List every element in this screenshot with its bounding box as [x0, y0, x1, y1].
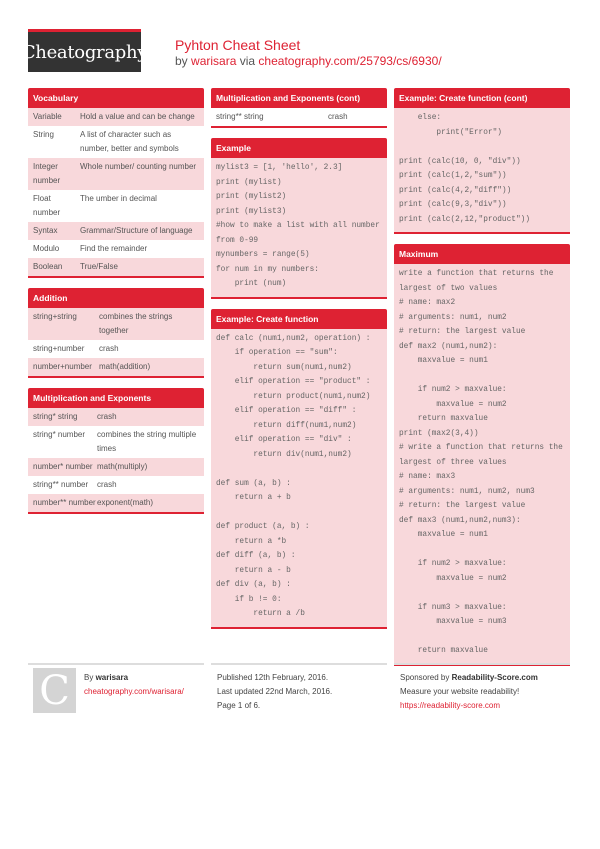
footer-divider — [28, 663, 204, 665]
table-row — [28, 426, 204, 458]
table-row — [28, 408, 204, 426]
code-line — [399, 630, 565, 645]
footer-sponsor — [400, 671, 538, 713]
row-value: A list of character such as number, better and symbols — [80, 130, 179, 153]
row-value: crash — [97, 412, 117, 421]
code-line: from 0-99 — [216, 236, 259, 245]
code-line: print (mylist3) — [216, 207, 287, 216]
code-line: def calc (num1,num2, operation) : — [216, 334, 371, 343]
column-2 — [211, 88, 387, 639]
code-line: return diff(num1,num2) — [216, 421, 357, 430]
code-line: print (calc(1,2,"sum")) — [399, 172, 507, 180]
code-line: print("Error") — [399, 128, 502, 137]
code-line — [216, 506, 382, 521]
code-line: return a /b — [216, 610, 305, 618]
column-1 — [28, 88, 204, 524]
code-line — [216, 462, 382, 477]
section-title: Example: Create function (cont) — [394, 88, 570, 108]
code-line — [399, 586, 565, 601]
code-line: # write a function that returns the — [399, 444, 563, 452]
code-line: return maxvalue — [399, 415, 488, 423]
row-key: number+number — [33, 362, 92, 371]
code-line: return div(num1,num2) — [216, 450, 352, 459]
code-line: mylist3 = [1, 'hello', 2.3] — [216, 164, 343, 172]
code-line: def max2 (num1,num2): — [399, 342, 498, 351]
code-line: def max3 (num1,num2,num3): — [399, 516, 521, 525]
row-key: number* number — [33, 462, 93, 471]
table-row — [28, 258, 204, 276]
section-title: Example: Create function — [211, 309, 387, 329]
row-value: math(addition) — [99, 362, 151, 371]
code-line: # name: max2 — [399, 299, 456, 307]
code-line: maxvalue = num2 — [399, 400, 507, 409]
code-line — [399, 369, 565, 384]
code-line: elif operation == "product" : — [216, 378, 371, 386]
code-line: # arguments: num1, num2, num3 — [399, 487, 535, 496]
table-row — [28, 190, 204, 222]
table-row — [28, 340, 204, 358]
code-line: maxvalue = num1 — [399, 531, 488, 539]
row-key: string+number — [33, 344, 85, 353]
row-key: string* number — [33, 430, 86, 439]
footer-divider — [211, 663, 387, 665]
code-line: return product(num1,num2) — [216, 392, 371, 401]
code-line: mynumbers = range(5) — [216, 251, 310, 259]
row-key: Modulo — [33, 244, 60, 253]
section-maximum — [394, 244, 570, 666]
row-key: Integer number — [33, 162, 61, 185]
code-line: largest of three values — [399, 458, 507, 467]
code-line — [399, 543, 565, 558]
code-block — [394, 108, 570, 232]
row-value: Whole number/ counting number — [80, 162, 197, 171]
row-value: combines the strings together — [99, 312, 173, 335]
section-multiplication — [28, 388, 204, 514]
author-profile-link[interactable]: cheatography.com/warisara/ — [84, 687, 184, 696]
code-line: if operation == "sum": — [216, 349, 338, 357]
code-line: return sum(num1,num2) — [216, 363, 352, 372]
section-example — [211, 138, 387, 299]
code-line: def product (a, b) : — [216, 523, 310, 531]
section-title: Vocabulary — [28, 88, 204, 108]
code-line: print (calc(10, 0, "div")) — [399, 157, 521, 166]
author-avatar[interactable]: C — [33, 668, 76, 713]
code-line: largest of two values — [399, 284, 498, 293]
row-key: Boolean — [33, 262, 63, 271]
page-count: Page 1 of 6. — [217, 701, 261, 710]
code-line: for num in my numbers: — [216, 265, 319, 274]
code-line: return a + b — [216, 494, 291, 502]
code-line: return a - b — [216, 566, 291, 575]
row-value: Hold a value and can be change — [80, 112, 195, 121]
footer-dates — [217, 671, 332, 713]
table-row — [28, 476, 204, 494]
footer-author — [84, 671, 184, 699]
code-line: write a function that returns the — [399, 270, 554, 278]
row-value: True/False — [80, 262, 118, 271]
table-row — [28, 108, 204, 126]
row-value: crash — [328, 112, 348, 121]
code-line: print (calc(2,12,"product")) — [399, 215, 531, 224]
code-line: def sum (a, b) : — [216, 479, 291, 488]
table-row — [28, 494, 204, 512]
row-key: string* string — [33, 412, 78, 421]
row-key: Variable — [33, 112, 62, 121]
code-line: print (calc(9,3,"div")) — [399, 201, 507, 209]
code-line: elif operation == "diff" : — [216, 407, 357, 415]
sponsor-link[interactable]: https://readability-score.com — [400, 701, 501, 710]
section-vocabulary — [28, 88, 204, 278]
row-value: exponent(math) — [97, 498, 154, 507]
row-key: Float number — [33, 194, 61, 217]
page-title: Pyhton Cheat Sheet — [175, 37, 301, 53]
sponsored-label: Sponsored by — [400, 673, 450, 682]
code-line: else: — [399, 114, 442, 122]
code-block — [211, 329, 387, 627]
cheatography-logo[interactable]: Cheatography — [28, 29, 141, 72]
updated-date: Last updated 22nd March, 2016. — [217, 687, 333, 696]
table-row — [28, 458, 204, 476]
row-value: math(multiply) — [97, 462, 148, 471]
row-key: string** string — [216, 112, 264, 121]
code-line: if b != 0: — [216, 595, 282, 604]
section-multiplication-cont — [211, 88, 387, 128]
table-row — [28, 158, 204, 190]
footer-divider — [394, 663, 570, 665]
code-block — [394, 264, 570, 664]
section-addition — [28, 288, 204, 378]
code-line: return a *b — [216, 537, 287, 546]
section-title: Maximum — [394, 244, 570, 264]
sheet-url-link[interactable]: cheatography.com/25793/cs/6930/ — [258, 54, 442, 68]
code-line: def div (a, b) : — [216, 581, 291, 589]
code-line: # arguments: num1, num2 — [399, 313, 507, 322]
row-key: string+string — [33, 312, 77, 321]
code-block — [211, 158, 387, 297]
code-line: elif operation == "div" : — [216, 436, 352, 444]
code-line: print (num) — [216, 280, 287, 288]
row-value: crash — [97, 480, 117, 489]
column-3 — [394, 88, 570, 676]
code-line: maxvalue = num2 — [399, 574, 507, 583]
byline — [175, 54, 442, 68]
section-title: Multiplication and Exponents (cont) — [211, 88, 387, 108]
author-link[interactable]: warisara — [191, 54, 237, 68]
sponsor-name: Readability-Score.com — [451, 673, 538, 682]
row-key: number** number — [33, 498, 96, 507]
table-row — [28, 222, 204, 240]
code-line: print (max2(3,4)) — [399, 429, 479, 438]
code-line: print (mylist) — [216, 178, 282, 187]
row-key: string** number — [33, 480, 89, 489]
code-line: return maxvalue — [399, 647, 488, 655]
section-title: Example — [211, 138, 387, 158]
row-key: String — [33, 130, 54, 139]
code-line — [399, 140, 565, 155]
code-line: if num2 > maxvalue: — [399, 560, 507, 568]
section-title: Multiplication and Exponents — [28, 388, 204, 408]
code-line: maxvalue = num3 — [399, 618, 507, 626]
section-create-function-cont — [394, 88, 570, 234]
code-line: if num2 > maxvalue: — [399, 386, 507, 394]
code-line: print (calc(4,2,"diff")) — [399, 186, 512, 195]
published-date: Published 12th February, 2016. — [217, 673, 329, 682]
code-line: # return: the largest value — [399, 502, 526, 510]
by-label: by — [175, 54, 188, 68]
row-value: Grammar/Structure of language — [80, 226, 193, 235]
code-line: # return: the largest value — [399, 328, 526, 336]
code-line: # name: max3 — [399, 473, 456, 481]
table-row — [28, 126, 204, 158]
row-value: Find the remainder — [80, 244, 148, 253]
code-line: maxvalue = num1 — [399, 357, 488, 365]
row-value: combines the string multiple times — [97, 430, 197, 453]
table-row — [28, 240, 204, 258]
by-label: By — [84, 673, 94, 682]
code-line: if num3 > maxvalue: — [399, 603, 507, 612]
row-value: The umber in decimal — [80, 194, 157, 203]
code-line: def diff (a, b) : — [216, 552, 296, 560]
table-row — [211, 108, 387, 126]
table-row — [28, 308, 204, 340]
table-row — [28, 358, 204, 376]
row-value: crash — [99, 344, 119, 353]
section-create-function — [211, 309, 387, 629]
code-line: print (mylist2) — [216, 193, 287, 201]
code-line: #how to make a list with all number — [216, 222, 380, 230]
section-title: Addition — [28, 288, 204, 308]
sponsor-tagline: Measure your website readability! — [400, 687, 520, 696]
via-label: via — [239, 54, 256, 68]
row-key: Syntax — [33, 226, 58, 235]
footer-author-name: warisara — [95, 673, 129, 682]
